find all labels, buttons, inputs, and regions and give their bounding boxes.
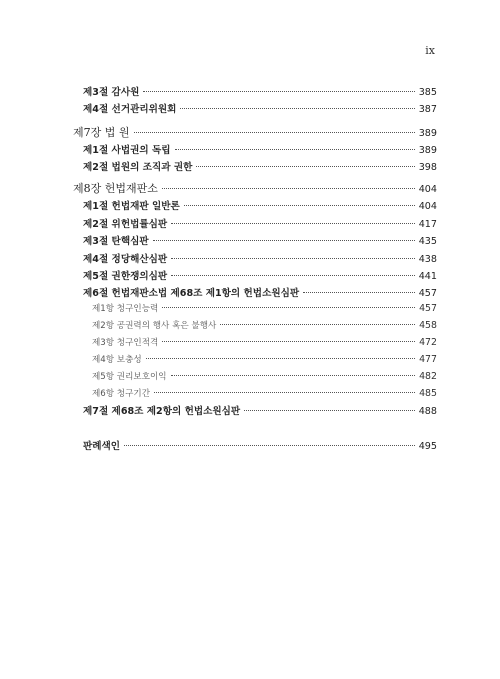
toc-subentry[interactable] <box>0 353 500 365</box>
toc-entry[interactable] <box>0 251 500 265</box>
toc-entry-page: 435 <box>418 236 437 247</box>
toc-entry[interactable] <box>0 84 500 98</box>
toc-subentry-title: 제1항 청구인능력 <box>92 304 159 314</box>
toc-entry-page: 441 <box>418 271 437 282</box>
toc-entry-page: 389 <box>418 145 437 156</box>
dot-leader <box>146 358 415 359</box>
toc-entry-title: 제4절 선거관리위원회 <box>83 104 177 115</box>
toc-subentry[interactable] <box>0 302 500 314</box>
dot-leader <box>184 205 415 206</box>
dot-leader <box>171 275 415 276</box>
toc-entry-page: 387 <box>418 104 437 115</box>
toc-entry-title: 제2절 위헌법률심판 <box>83 219 168 230</box>
dot-leader <box>162 188 415 189</box>
toc-entry-title: 제3절 감사원 <box>83 87 140 98</box>
toc-entry-page: 472 <box>419 337 437 348</box>
toc-entry[interactable] <box>0 233 500 247</box>
dot-leader <box>180 108 414 109</box>
toc-subentry-title: 제4항 보충성 <box>92 355 142 365</box>
toc-entry-page: 482 <box>419 371 437 382</box>
toc-entry[interactable] <box>0 216 500 230</box>
dot-leader <box>124 445 415 446</box>
dot-leader <box>162 307 415 308</box>
toc-entry-title: 제2절 법원의 조직과 권한 <box>83 162 193 173</box>
dot-leader <box>196 166 414 167</box>
dot-leader <box>244 410 414 411</box>
toc-entry-page: 458 <box>419 320 437 331</box>
toc-entry-page: 457 <box>419 303 437 314</box>
toc-subentry[interactable] <box>0 387 500 399</box>
toc-chapter-title: 제7장 법 원 <box>73 126 130 139</box>
toc-subentry[interactable] <box>0 370 500 382</box>
toc-entry-page: 477 <box>419 354 437 365</box>
dot-leader <box>171 375 415 376</box>
toc-subentry[interactable] <box>0 336 500 348</box>
dot-leader <box>153 240 415 241</box>
page-number: ix <box>425 44 435 57</box>
toc-entry-title: 제5절 권한쟁의심판 <box>83 271 168 282</box>
toc-entry-title: 제7절 제68조 제2항의 헌법소원심판 <box>83 406 241 417</box>
toc-chapter-title: 제8장 헌법재판소 <box>73 182 158 195</box>
toc-entry-title: 제1절 헌법재판 일반론 <box>83 201 180 212</box>
dot-leader <box>171 258 415 259</box>
toc-entry-title: 제1절 사법권의 독립 <box>83 145 171 156</box>
toc-subentry[interactable] <box>0 319 500 331</box>
dot-leader <box>303 292 415 293</box>
toc-entry[interactable] <box>0 142 500 156</box>
toc-chapter[interactable] <box>0 180 500 196</box>
toc-entry[interactable] <box>0 101 500 115</box>
dot-leader <box>134 132 415 133</box>
toc-entry[interactable] <box>0 403 500 417</box>
toc-subentry-title: 제6항 청구기간 <box>92 389 151 399</box>
toc-entry-page: 404 <box>418 201 437 212</box>
dot-leader <box>171 223 415 224</box>
toc-subentry-title: 제3항 청구인적격 <box>92 338 159 348</box>
toc-entry-page: 485 <box>419 388 437 399</box>
toc-entry-page: 488 <box>418 406 437 417</box>
dot-leader <box>175 149 415 150</box>
toc-entry[interactable] <box>0 268 500 282</box>
toc-entry[interactable] <box>0 198 500 212</box>
toc-subentry-title: 제2항 공권력의 행사 혹은 불행사 <box>92 321 217 331</box>
toc-entry-page: 457 <box>418 288 437 299</box>
toc-entry-page: 385 <box>418 87 437 98</box>
toc-entry-index[interactable] <box>0 438 500 452</box>
toc-entry-title: 판례색인 <box>83 441 121 452</box>
toc-entry-page: 417 <box>418 219 437 230</box>
toc-entry-title: 제6절 헌법재판소법 제68조 제1항의 헌법소원심판 <box>83 288 300 299</box>
toc-entry[interactable] <box>0 159 500 173</box>
toc-entry-page: 404 <box>418 184 437 195</box>
toc-entry-page: 389 <box>418 128 437 139</box>
toc-entry[interactable] <box>0 285 500 299</box>
toc-entry-page: 438 <box>418 254 437 265</box>
dot-leader <box>162 341 415 342</box>
dot-leader <box>143 91 414 92</box>
toc-subentry-title: 제5항 권리보호이익 <box>92 372 167 382</box>
toc-entry-title: 제3절 탄핵심판 <box>83 236 149 247</box>
dot-leader <box>220 324 415 325</box>
toc-entry-title: 제4절 정당해산심판 <box>83 254 168 265</box>
toc-entry-page: 398 <box>418 162 437 173</box>
dot-leader <box>154 392 415 393</box>
toc-chapter[interactable] <box>0 124 500 140</box>
toc-entry-page: 495 <box>418 441 437 452</box>
